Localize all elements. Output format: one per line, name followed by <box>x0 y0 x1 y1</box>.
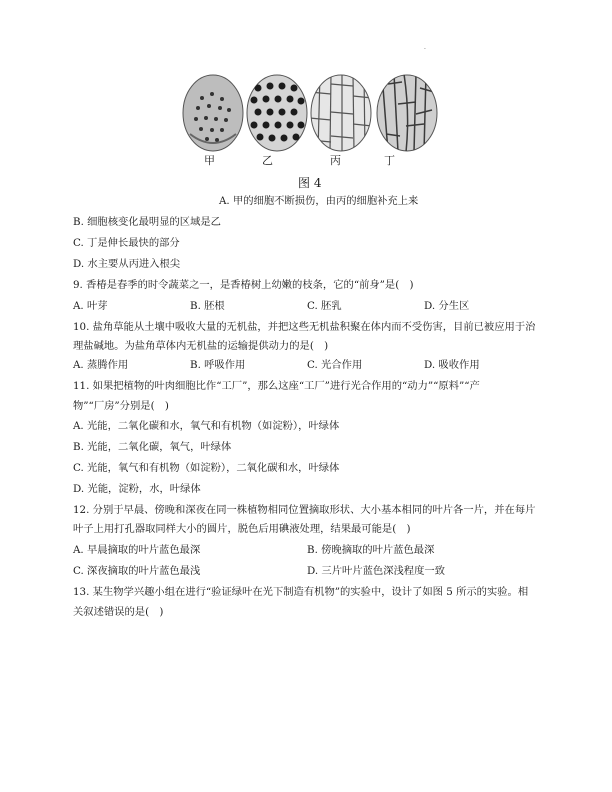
cell-image-jia <box>182 74 244 152</box>
q10-option-a: A. 蒸腾作用 <box>73 359 129 371</box>
q9-option-b: B. 胚根 <box>190 300 225 312</box>
q9-option-c: C. 胚乳 <box>307 300 342 312</box>
q10-option-d: D. 吸收作用 <box>424 359 480 371</box>
cell-image-ding <box>376 74 438 152</box>
root-tip-cell-figure <box>178 74 448 174</box>
q8-option-a: A. 甲的细胞不断损伤，由丙的细胞补充上来 <box>219 195 419 207</box>
q12-option-a: A. 早晨摘取的叶片蓝色最深 <box>73 544 201 556</box>
q11-option-c: C. 光能，氧气和有机物（如淀粉），二氧化碳和水，叶绿体 <box>73 462 340 474</box>
figure-label-bing: 丙 <box>330 154 341 167</box>
q11-option-d: D. 光能，淀粉，水，叶绿体 <box>73 483 201 495</box>
q8-option-b: B. 细胞核变化最明显的区域是乙 <box>73 216 221 228</box>
q13-stem-line1: 13. 某生物学兴趣小组在进行“验证绿叶在光下制造有机物”的实验中，设计了如图 5 所示的实验。相 <box>73 586 529 598</box>
q12-option-b: B. 傍晚摘取的叶片蓝色最深 <box>307 544 435 556</box>
figure-caption: 图 4 <box>298 176 322 190</box>
figure-label-ding: 丁 <box>384 154 395 167</box>
q11-stem-line1: 11. 如果把植物的叶肉细胞比作“工厂”，那么这座“工厂”进行光合作用的“动力”“原料”“产 <box>73 380 480 392</box>
q13-stem-line2: 关叙述错误的是( ) <box>73 606 164 618</box>
q11-option-a: A. 光能，二氧化碳和水，氧气和有机物（如淀粉），叶绿体 <box>73 420 340 432</box>
q10-option-c: C. 光合作用 <box>307 359 363 371</box>
figure-label-yi: 乙 <box>262 154 273 167</box>
q10-stem-line1: 10. 盐角草能从土壤中吸收大量的无机盐，并把这些无机盐积聚在体内而不受伤害，目前已被应用于治 <box>73 321 536 333</box>
q9-option-d: D. 分生区 <box>424 300 470 312</box>
q12-option-d: D. 三片叶片蓝色深浅程度一致 <box>307 565 445 577</box>
q11-option-b: B. 光能，二氧化碳，氧气，叶绿体 <box>73 441 232 453</box>
q10-option-b: B. 呼吸作用 <box>190 359 246 371</box>
q12-stem-line1: 12. 分别于早晨、傍晚和深夜在同一株植物相同位置摘取形状、大小基本相同的叶片各一片，并在每片 <box>73 504 536 516</box>
q8-option-c: C. 丁是伸长最快的部分 <box>73 237 180 249</box>
figure-label-jia: 甲 <box>204 154 215 167</box>
cell-image-yi <box>246 74 308 152</box>
q11-stem-line2: 物”“厂房”分别是( ) <box>73 400 169 412</box>
q12-option-c: C. 深夜摘取的叶片蓝色最浅 <box>73 565 201 577</box>
q12-stem-line2: 叶子上用打孔器取同样大小的圆片，脱色后用碘液处理，结果最可能是( ) <box>73 523 411 535</box>
cell-image-bing <box>310 74 372 152</box>
stray-mark: · <box>424 46 426 53</box>
q9-option-a: A. 叶芽 <box>73 300 108 312</box>
q10-stem-line2: 理盐碱地。为盐角草体内无机盐的运输提供动力的是( ) <box>73 340 329 352</box>
q8-option-d: D. 水主要从丙进入根尖 <box>73 258 181 270</box>
q9-stem: 9. 香椿是春季的时令蔬菜之一，是香椿树上幼嫩的枝条，它的“前身”是( ) <box>73 279 414 291</box>
